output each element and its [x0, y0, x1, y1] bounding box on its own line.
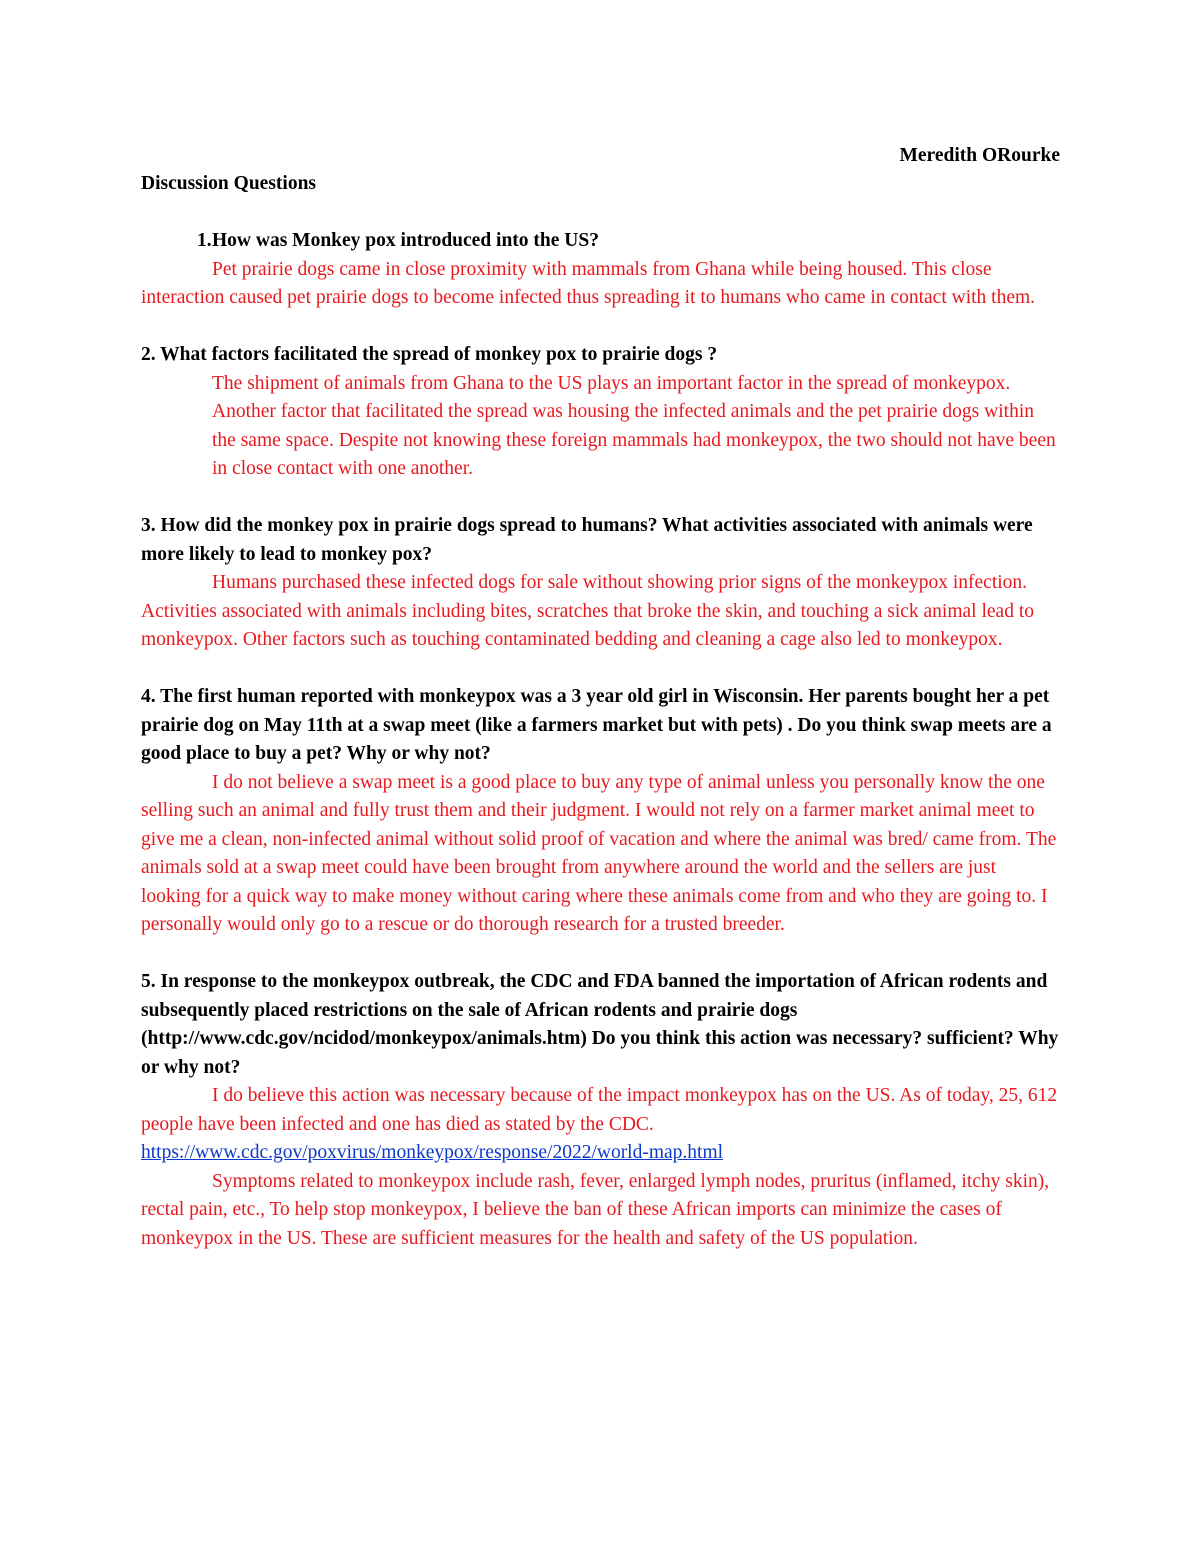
question-1: [141, 227, 1060, 256]
question-4: 4. The first human reported with monkeypox was a 3 year old girl in Wisconsin. Her parents bought her a pet prairie dog on May 11th at a swap meet (like a farmers market but with pets) . Do you think swap meets are a good place to buy a pet? Why or why not?: [141, 686, 1052, 764]
question-2: 2. What factors facilitated the spread of monkey pox to prairie dogs ?: [141, 344, 718, 365]
answer-5-part-2: Symptoms related to monkeypox include rash, fever, enlarged lymph nodes, pruritus (inflamed, itchy skin), rectal pain, etc., To help stop monkeypox, I believe the ban of these African imports can minimize the cases of monkeypox in the US. These are sufficient measures for the health and safety of the US population.: [141, 1170, 1050, 1249]
answer-4: I do not believe a swap meet is a good place to buy any type of animal unless you personally know the one selling such an animal and fully trust them and their judgment. I would not rely on a farmer market animal meet to give me a clean, non-infected animal without solid proof of vacation and where the animal was bred/ came from. The animals sold at a swap meet could have been brought from anywhere around the world and the sellers are just looking for a quick way to make money without caring where these animals come from and who they are going to. I personally would only go to a rescue or do thorough research for a trusted breeder.: [141, 771, 1057, 935]
question-5: 5. In response to the monkeypox outbreak, the CDC and FDA banned the importation of African rodents and subsequently placed restrictions on the sale of African rodents and prairie dogs (http://www.cdc.gov/ncidod/monkeypox/animals.htm) Do you think this action was necessary? sufficient? Why or why not?: [141, 971, 1059, 1078]
question-1-number: 1.: [197, 230, 212, 251]
answer-1: Pet prairie dogs came in close proximity with mammals from Ghana while being housed. This close interaction caused pet prairie dogs to become infected thus spreading it to humans who came in contact with them.: [141, 258, 1036, 308]
answer-5-part-1: I do believe this action was necessary because of the impact monkeypox has on the US. As of today, 25, 612 people have been infected and one has died as stated by the CDC.: [141, 1085, 1058, 1135]
answer-5-link-line: [141, 1139, 1060, 1168]
author-name: Meredith ORourke: [899, 145, 1060, 166]
answer-3: Humans purchased these infected dogs for sale without showing prior signs of the monkeypox infection. Activities associated with animals including bites, scratches that broke the skin, and touching a sick animal lead to monkeypox. Other factors such as touching contaminated bedding and cleaning a cage also led to monkeypox.: [141, 572, 1034, 650]
document-title: Discussion Questions: [141, 173, 317, 194]
question-3: 3. How did the monkey pox in prairie dogs spread to humans? What activities associated with animals were more likely to lead to monkey pox?: [141, 515, 1033, 565]
cdc-world-map-link[interactable]: https://www.cdc.gov/poxvirus/monkeypox/response/2022/world-map.html: [141, 1142, 724, 1163]
question-1-text: How was Monkey pox introduced into the US?: [212, 230, 599, 251]
document-body: [141, 227, 1060, 1253]
answer-2: The shipment of animals from Ghana to the US plays an important factor in the spread of monkeypox. Another factor that facilitated the spread was housing the infected animals and the pet prairie dogs within the same space. Despite not knowing these foreign mammals had monkeypox, the two should not have been in close contact with one another.: [212, 372, 1056, 479]
